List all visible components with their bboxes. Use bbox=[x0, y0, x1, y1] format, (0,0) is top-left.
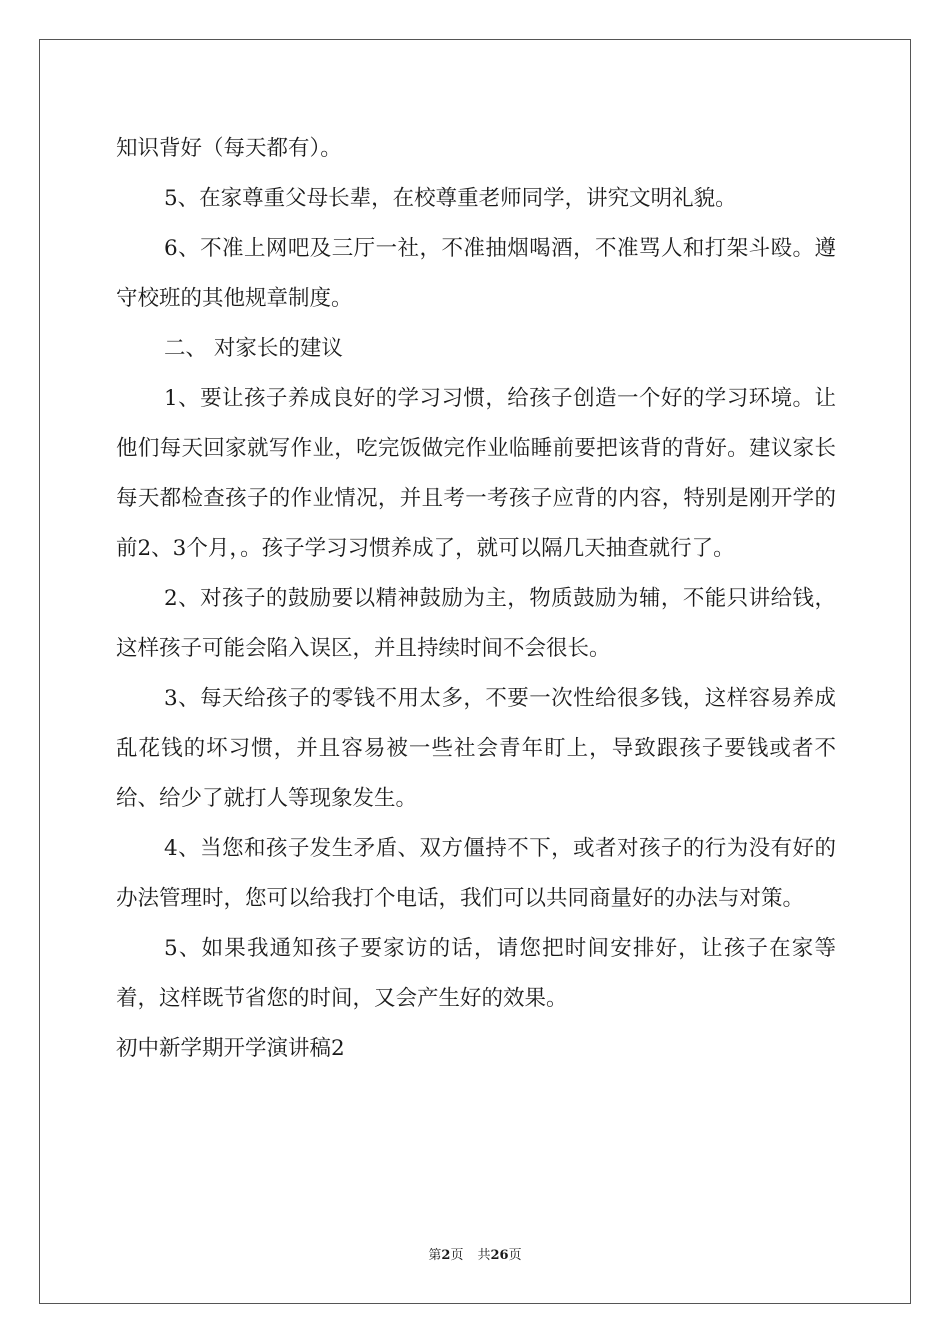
page-number: 2 bbox=[441, 1248, 451, 1263]
paragraph-rule-5: 5、在家尊重父母长辈，在校尊重老师同学，讲究文明礼貌。 bbox=[164, 186, 737, 211]
paragraph-advice-4: 4、当您和孩子发生矛盾、双方僵持不下，或者对孩子的行为没有好的办法管理时，您可以给我打个电话，我们可以共同商量好的办法与对策。 bbox=[116, 836, 836, 911]
total-pages: 26 bbox=[490, 1248, 509, 1263]
paragraph-advice-3: 3、每天给孩子的零钱不用太多，不要一次性给很多钱，这样容易养成乱花钱的坏习惯，并且容易被一些社会青年盯上，导致跟孩子要钱或者不给、给少了就打人等现象发生。 bbox=[116, 686, 836, 811]
paragraph-advice-2: 2、对孩子的鼓励要以精神鼓励为主，物质鼓励为辅，不能只讲给钱，这样孩子可能会陷入误区，并且持续时间不会很长。 bbox=[116, 586, 836, 661]
document-body bbox=[116, 124, 836, 1074]
speech-title: 初中新学期开学演讲稿2 bbox=[116, 1036, 345, 1061]
paragraph-rule-6: 6、不准上网吧及三厅一社，不准抽烟喝酒，不准骂人和打架斗殴。遵守校班的其他规章制度。 bbox=[116, 236, 836, 311]
section-heading-parent-advice: 二、 对家长的建议 bbox=[164, 336, 343, 361]
page-prefix: 第 bbox=[428, 1248, 442, 1263]
paragraph-advice-1: 1、要让孩子养成良好的学习习惯，给孩子创造一个好的学习环境。让他们每天回家就写作业，吃完饭做完作业临睡前要把该背的背好。建议家长每天都检查孩子的作业情况，并且考一考孩子应背的内容，特别是刚开学的前2、3个月，。孩子学习习惯养成了，就可以隔几天抽查就行了。 bbox=[116, 386, 836, 561]
paragraph-advice-5: 5、如果我通知孩子要家访的话，请您把时间安排好，让孩子在家等着，这样既节省您的时间，又会产生好的效果。 bbox=[116, 936, 836, 1011]
page-footer bbox=[0, 1247, 950, 1265]
total-suffix: 页 bbox=[508, 1248, 522, 1263]
paragraph-continuation: 知识背好（每天都有）。 bbox=[116, 136, 342, 161]
total-prefix: 共 bbox=[477, 1248, 491, 1263]
page-suffix: 页 bbox=[450, 1248, 464, 1263]
